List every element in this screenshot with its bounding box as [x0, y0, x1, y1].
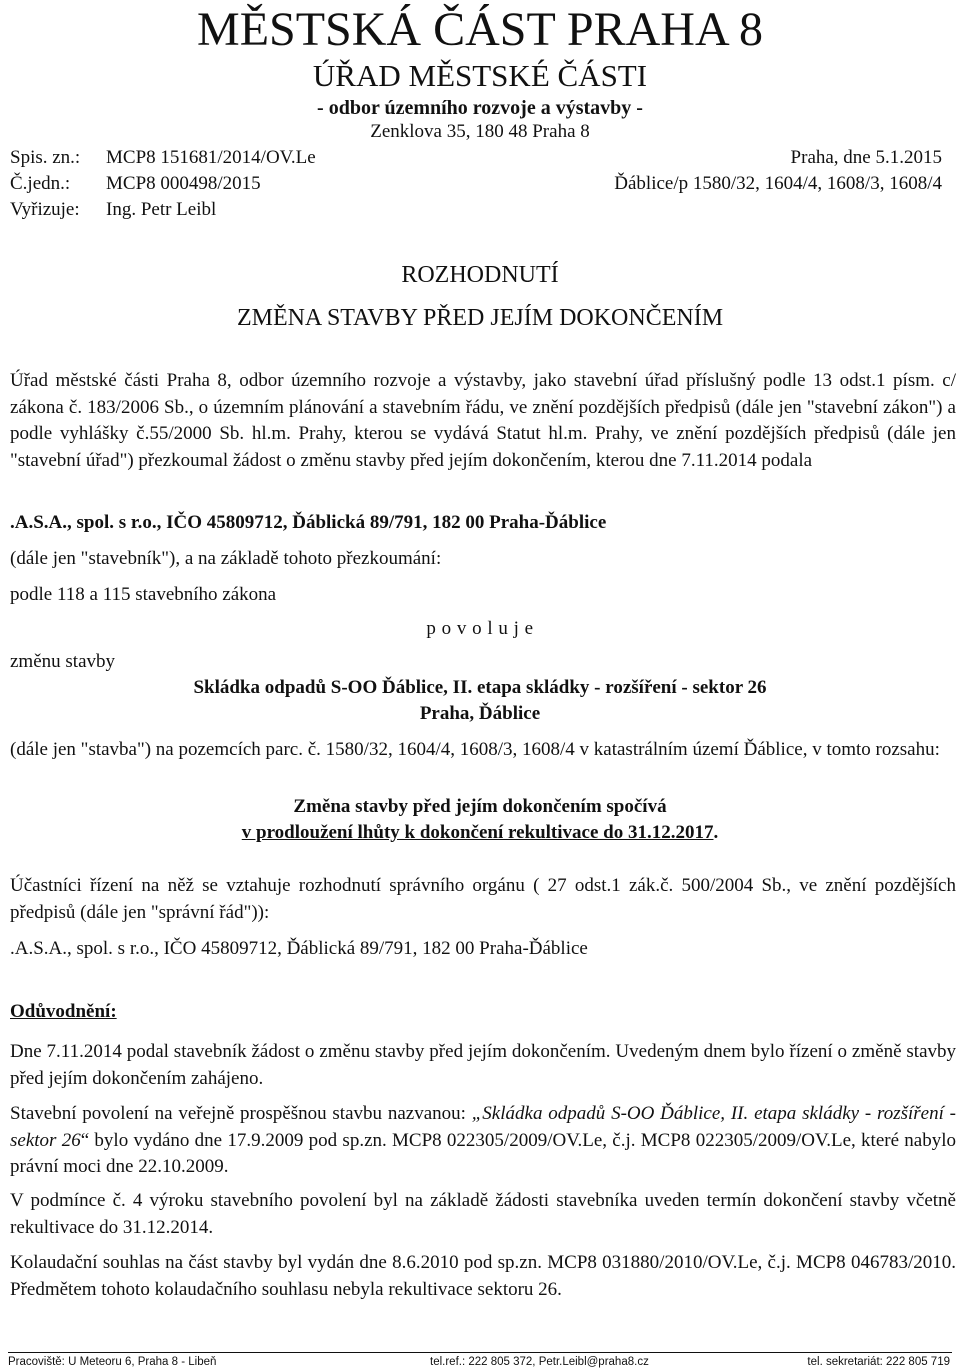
change-deadline-text: v prodloužení lhůty k dokončení rekultivace do 31.12.2017	[241, 822, 714, 843]
reasoning-paragraph-4: Kolaudační souhlas na část stavby byl vydán dne 8.6.2010 pod sp.zn. MCP8 031880/2010/OV.Le, č.j. MCP8 046783/2010. Předmětem tohoto kolaudačního souhlasu nebyla rekultivace sektoru 26.	[10, 1252, 956, 1300]
applicant: .A.S.A., spol. s r.o., IČO 45809712, Ďáblická 89/791, 182 00 Praha-Ďáblice	[10, 512, 607, 533]
reasoning-p2-end: “ bylo vydáno dne 17.9.2009 pod sp.zn. MCP8 022305/2009/OV.Le, č.j. MCP8 022305/2009/OV.Le, které nabylo právní moci dne 22.10.2009.	[10, 1129, 957, 1177]
department-name: - odbor územního rozvoje a výstavby -	[317, 97, 643, 119]
participant: .A.S.A., spol. s r.o., IČO 45809712, Ďáblická 89/791, 182 00 Praha-Ďáblice	[10, 938, 588, 959]
legal-basis: podle 118 a 115 stavebního zákona	[10, 584, 277, 605]
change-description: Změna stavby před jejím dokončením spočívá	[293, 796, 667, 817]
reasoning-p2-start: Stavební povolení na veřejně prospěšnou stavbu nazvanou:	[10, 1103, 472, 1124]
project-location: Praha, Ďáblice	[419, 703, 541, 724]
reasoning-paragraph-2	[10, 1101, 956, 1181]
footer-contact: tel.ref.: 222 805 372, Petr.Leibl@praha8.cz	[430, 1356, 649, 1368]
spis-value: MCP8 151681/2014/OV.Le	[106, 147, 316, 168]
office-address: Zenklova 35, 180 48 Praha 8	[370, 121, 590, 142]
reasoning-paragraph-1: Dne 7.11.2014 podal stavebník žádost o změnu stavby před jejím dokončením. Uvedeným dnem bylo řízení o změně stavby před jejím dokončením zahájeno.	[10, 1041, 956, 1089]
project-name: Skládka odpadů S-OO Ďáblice, II. etapa skládky - rozšíření - sektor 26	[193, 677, 767, 698]
footer-workplace: Pracoviště: U Meteoru 6, Praha 8 - Libeň	[8, 1356, 217, 1368]
change-deadline-period: .	[713, 822, 719, 843]
decision-subheading: ZMĚNA STAVBY PŘED JEJÍM DOKONČENÍM	[236, 305, 724, 331]
change-label: změnu stavby	[10, 651, 116, 672]
decision-heading: ROZHODNUTÍ	[401, 262, 559, 288]
verdict: p o v o l u j e	[426, 618, 534, 639]
cj-value: MCP8 000498/2015	[106, 173, 261, 194]
office-title: MĚSTSKÁ ČÁST PRAHA 8	[197, 3, 763, 56]
footer-secretariat: tel. sekretariát: 222 805 719	[807, 1356, 950, 1368]
office-subtitle: ÚŘAD MĚSTSKÉ ČÁSTI	[312, 58, 648, 93]
vyrizuje-value: Ing. Petr Leibl	[106, 199, 217, 220]
place-date: Praha, dne 5.1.2015	[790, 147, 942, 168]
cj-label: Č.jedn.:	[10, 173, 71, 194]
intro-paragraph: Úřad městské části Praha 8, odbor územního rozvoje a výstavby, jako stavební úřad příslušný podle 13 odst.1 písm. c/ zákona č. 183/2006 Sb., o územním plánování a stavebním řádu, ve znění pozdějších předpisů (dále jen "stavební zákon") a podle vyhlášky č.55/2000 Sb. hl.m. Prahy, kterou se vydává Statut hl.m. Prahy, ve znění pozdějších předpisů (dále jen "stavební úřad") přezkoumal žádost o změnu stavby před jejím dokončením, kterou dne 7.11.2014 podala	[10, 370, 956, 471]
parcel-list: Ďáblice/p 1580/32, 1604/4, 1608/3, 1608/4	[614, 173, 942, 194]
applicant-note: (dále jen "stavebník"), a na základě tohoto přezkoumání:	[10, 548, 442, 569]
spis-label: Spis. zn.:	[10, 147, 81, 168]
reasoning-paragraph-3: V podmínce č. 4 výroku stavebního povolení byl na základě žádosti stavebníka uveden termín dokončení stavby včetně rekultivace do 31.12.2014.	[10, 1190, 956, 1238]
footer-divider	[8, 1352, 952, 1353]
scope-paragraph: (dále jen "stavba") na pozemcích parc. č. 1580/32, 1604/4, 1608/3, 1608/4 v katastrálním území Ďáblice, v tomto rozsahu:	[10, 739, 940, 760]
change-deadline	[0, 820, 960, 846]
reasoning-heading: Odůvodnění:	[10, 1001, 117, 1022]
participants-paragraph: Účastníci řízení na něž se vztahuje rozhodnutí správního orgánu ( 27 odst.1 zák.č. 500/2004 Sb., ve znění pozdějších předpisů (dále jen "správní řád")):	[10, 875, 956, 923]
vyrizuje-label: Vyřizuje:	[10, 199, 80, 220]
reasoning-p2-project: „Skládka odpadů S-OO Ďáblice, II. etapa skládky - rozšíření - sektor 26	[10, 1103, 957, 1151]
